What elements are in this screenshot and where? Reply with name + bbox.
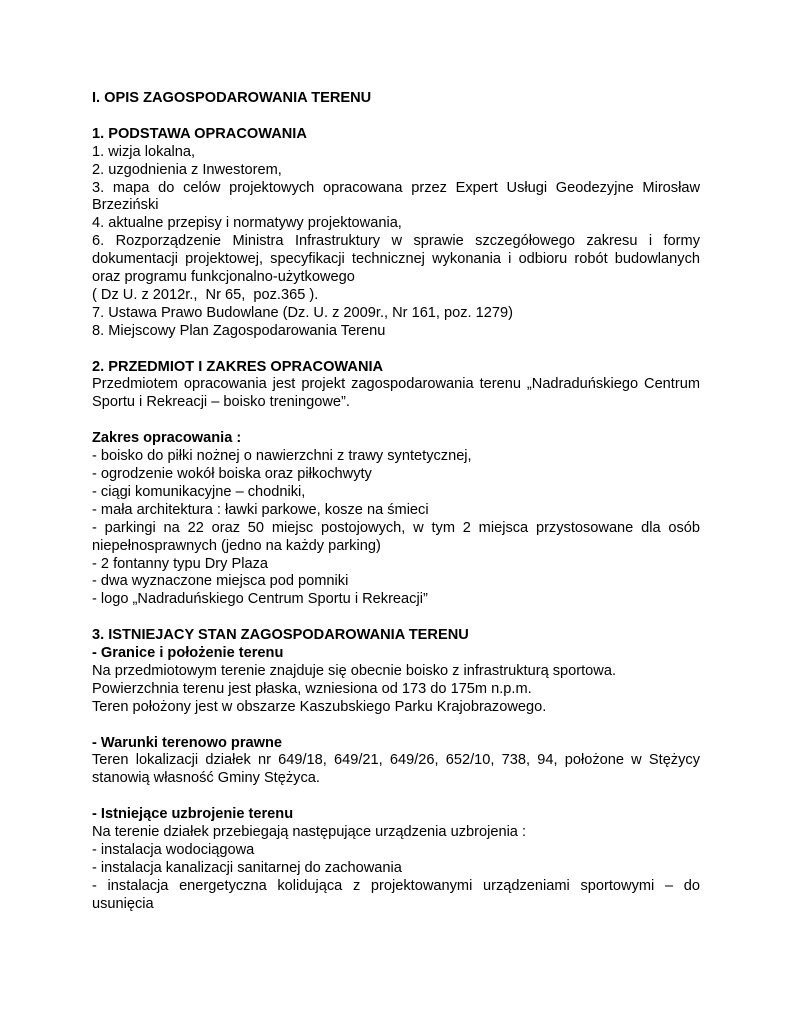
section-1-heading: 1. PODSTAWA OPRACOWANIA xyxy=(92,125,307,142)
basis-item: 8. Miejscowy Plan Zagospodarowania Terenu xyxy=(92,322,386,339)
utilities-line: - instalacja kanalizacji sanitarnej do zachowania xyxy=(92,859,402,876)
utilities-heading: - Istniejące uzbrojenie terenu xyxy=(92,806,294,823)
boundaries-line: Na przedmiotowym terenie znajduje się obecnie boisko z infrastrukturą sportowa. xyxy=(92,662,617,679)
boundaries-line: Powierzchnia terenu jest płaska, wzniesiona od 173 do 175m n.p.m. xyxy=(92,680,532,697)
subject-paragraph: Przedmiotem opracowania jest projekt zagospodarowania terenu „Nadraduńskiego Centrum Sportu i Rekreacji – boisko treningowe”. xyxy=(92,376,700,411)
legal-conditions-heading: - Warunki terenowo prawne xyxy=(92,734,283,751)
basis-item: 1. wizja lokalna, xyxy=(92,143,196,160)
section-3-heading: 3. ISTNIEJACY STAN ZAGOSPODAROWANIA TERENU xyxy=(92,627,469,644)
basis-item: 7. Ustawa Prawo Budowlane (Dz. U. z 2009r., Nr 161, poz. 1279) xyxy=(92,304,513,321)
section-2-heading: 2. PRZEDMIOT I ZAKRES OPRACOWANIA xyxy=(92,358,384,375)
scope-item: - ciągi komunikacyjne – chodniki, xyxy=(92,483,306,500)
utilities-line: Na terenie działek przebiegają następujące urządzenia uzbrojenia : xyxy=(92,824,527,841)
basis-item: 4. aktualne przepisy i normatywy projektowania, xyxy=(92,215,402,232)
scope-item: - boisko do piłki nożnej o nawierzchni z trawy syntetycznej, xyxy=(92,448,472,465)
basis-item: 2. uzgodnienia z Inwestorem, xyxy=(92,161,282,178)
basis-item: 3. mapa do celów projektowych opracowana przez Expert Usługi Geodezyjne Mirosław Brzeziński xyxy=(92,179,700,214)
scope-item: - ogrodzenie wokół boiska oraz piłkochwyty xyxy=(92,465,372,482)
scope-item: - parkingi na 22 oraz 50 miejsc postojowych, w tym 2 miejsca przystosowane dla osób niepełnosprawnych (jedno na każdy parking) xyxy=(92,519,700,554)
basis-item: 6. Rozporządzenie Ministra Infrastruktury w sprawie szczegółowego zakresu i formy dokumentacji projektowej, specyfikacji technicznej wykonania i odbioru robót budowlanych oraz programu funkcjonalno-użytkowego xyxy=(92,233,700,286)
document-title: I. OPIS ZAGOSPODAROWANIA TERENU xyxy=(92,90,372,106)
scope-item: - dwa wyznaczone miejsca pod pomniki xyxy=(92,573,349,590)
scope-item: - logo „Nadraduńskiego Centrum Sportu i Rekreacji” xyxy=(92,591,428,608)
basis-item: ( Dz U. z 2012r., Nr 65, poz.365 ). xyxy=(92,286,319,303)
legal-conditions-paragraph: Teren lokalizacji działek nr 649/18, 649/21, 649/26, 652/10, 738, 94, położone w Stężycy stanowią własność Gminy Stężyca. xyxy=(92,752,700,787)
document-page xyxy=(92,90,700,914)
utilities-line: - instalacja energetyczna kolidująca z projektowanymi urządzeniami sportowymi – do usunięcia xyxy=(92,877,700,912)
scope-item: - 2 fontanny typu Dry Plaza xyxy=(92,555,269,572)
boundaries-heading: - Granice i położenie terenu xyxy=(92,645,284,662)
scope-heading: Zakres opracowania : xyxy=(92,430,242,447)
boundaries-line: Teren położony jest w obszarze Kaszubskiego Parku Krajobrazowego. xyxy=(92,698,547,715)
scope-item: - mała architektura : ławki parkowe, kosze na śmieci xyxy=(92,501,429,518)
utilities-line: - instalacja wodociągowa xyxy=(92,841,255,858)
